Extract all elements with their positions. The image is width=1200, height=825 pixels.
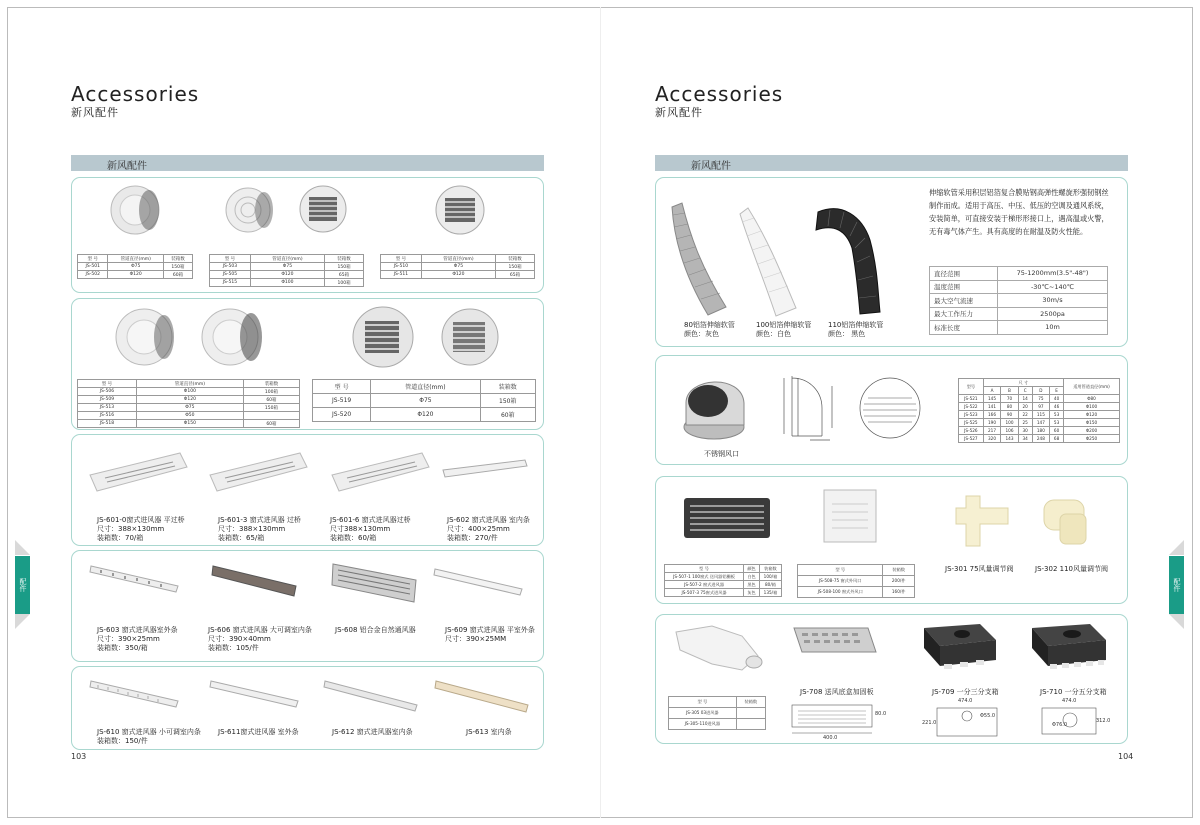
caption-stainless-vent: 不锈钢风口: [704, 450, 739, 458]
table-cell: A: [983, 387, 1000, 395]
left-side-tab: 配件: [15, 556, 30, 614]
table-cell: JS-519: [313, 394, 371, 408]
table-cell: B: [1001, 387, 1018, 395]
table-cell: 150箱: [243, 404, 299, 412]
table-cell: JS-510: [381, 263, 422, 271]
product-hose-black-image: [812, 200, 892, 320]
table-cell: Φ150: [1064, 419, 1120, 427]
table-cell: 黑色: [744, 581, 760, 589]
js709-width-dim: 474.0: [958, 698, 973, 704]
spec-table-519: [312, 379, 536, 422]
table-cell: 60箱: [243, 420, 299, 428]
table-cell: 适用管道直径(mm): [1064, 379, 1120, 395]
product-js508-image: [820, 486, 880, 546]
table-cell: 150箱: [163, 263, 192, 271]
table-cell: 100/箱: [759, 573, 781, 581]
caption-js601-6: [330, 516, 411, 543]
caption-line: 装箱数：350/箱: [97, 644, 148, 652]
table-cell: 管道直径(mm): [371, 380, 480, 394]
table-cell: 型 号: [313, 380, 371, 394]
table-cell: 115: [1032, 411, 1049, 419]
table-cell: Φ250: [1064, 435, 1120, 443]
table-cell: 灰色: [744, 589, 760, 597]
product-diffuser-510-image: [430, 183, 490, 238]
table-cell: JS-507-1 100窗式 送风器铝栅板: [665, 573, 744, 581]
table-cell: Φ120: [108, 271, 163, 279]
js710-collar-dim: Φ76.0: [1052, 722, 1068, 728]
table-cell: JS-513: [78, 404, 137, 412]
spec-table-510: [380, 254, 535, 279]
table-cell: 温度范围: [930, 280, 998, 294]
caption-line: 尺寸：388×130mm: [97, 525, 165, 533]
js709-height-dim: 221.0: [922, 720, 937, 726]
product-js709-image: [920, 620, 1000, 675]
js710-height-dim: 312.0: [1096, 718, 1111, 724]
right-band-label: 新风配件: [691, 161, 731, 172]
caption-line: 尺寸388×130mm: [330, 525, 391, 533]
table-cell: 30m/s: [998, 294, 1108, 308]
stainless-vent-drawing: [780, 372, 935, 450]
table-cell: 装箱数: [759, 565, 781, 573]
table-cell: Φ120: [136, 396, 243, 404]
table-cell: Φ75: [421, 263, 495, 271]
table-cell: 150箱: [480, 394, 535, 408]
caption-line: 110铝箔伸缩软管: [828, 321, 884, 329]
left-band-label: 新风配件: [107, 161, 147, 172]
table-cell: 装箱数: [480, 380, 535, 394]
table-cell: 320: [983, 435, 1000, 443]
table-cell: JS-518: [78, 420, 137, 428]
spec-table-js508: [797, 564, 915, 598]
caption-line: 尺寸：390×25mm: [97, 635, 160, 643]
table-cell: 90: [1001, 411, 1018, 419]
table-cell: Φ200: [1064, 427, 1120, 435]
right-page-title: Accessories: [655, 82, 784, 106]
caption-line: JS-608 铝合金自然通风器: [335, 626, 416, 634]
left-side-tab-bottom: [15, 614, 30, 629]
table-cell: 白色: [744, 573, 760, 581]
table-cell: Φ50: [136, 412, 243, 420]
table-cell: 30: [1018, 427, 1032, 435]
product-js708-image: [790, 622, 880, 670]
table-cell: 14: [1018, 395, 1032, 403]
table-cell: 97: [1032, 403, 1049, 411]
caption-js613: [466, 728, 512, 737]
table-cell: 135/箱: [759, 589, 781, 597]
table-cell: 装箱数: [163, 255, 192, 263]
caption-line: JS-611窗式进风器 室外条: [218, 728, 299, 736]
caption-line: 100铝箔伸缩软管: [756, 321, 812, 329]
table-cell: 标准长度: [930, 321, 998, 335]
product-js606-image: [210, 562, 300, 602]
table-cell: 25: [1018, 419, 1032, 427]
caption-js601-3: [218, 516, 301, 543]
spread-gutter: [600, 7, 601, 818]
table-cell: 200/件: [883, 576, 915, 587]
product-diffuser-520-image: [437, 305, 507, 370]
caption-js608: [335, 626, 416, 635]
table-cell: Φ100: [136, 388, 243, 396]
caption-line: 装箱数：270/件: [447, 534, 498, 542]
table-cell: 75: [1032, 395, 1049, 403]
table-cell: 217: [983, 427, 1000, 435]
caption-line: 装箱数：150/件: [97, 737, 148, 745]
stainless-vent-table: [958, 378, 1120, 443]
product-js507-image: [680, 492, 775, 544]
product-js610-image: [88, 675, 183, 710]
table-cell: 80/箱: [759, 581, 781, 589]
caption-js601-0: [97, 516, 185, 543]
product-js603-image: [88, 560, 183, 595]
table-cell: [243, 412, 299, 420]
spec-table-501: [77, 254, 193, 279]
table-cell: 145: [983, 395, 1000, 403]
table-cell: 型 号: [78, 380, 137, 388]
spec-table-503: [209, 254, 364, 287]
table-cell: 80: [1001, 403, 1018, 411]
left-section-band: [71, 155, 544, 171]
table-cell: 装箱数: [325, 255, 364, 263]
table-cell: JS-511: [381, 271, 422, 279]
table-cell: Φ120: [1064, 411, 1120, 419]
caption-js709: JS-709 一分三分支箱: [932, 688, 999, 696]
caption-line: JS-603 窗式进风器室外条: [97, 626, 178, 634]
table-cell: 型号: [959, 379, 984, 395]
product-hose-white-image: [738, 200, 813, 320]
product-diffuser-515-image: [295, 183, 355, 235]
product-diffuser-501-image: [105, 183, 165, 238]
table-cell: -30℃~140℃: [998, 280, 1108, 294]
table-cell: 70: [1001, 395, 1018, 403]
table-cell: JS-522: [959, 403, 984, 411]
table-cell: JS-508-75 窗式外风口: [798, 576, 883, 587]
right-page-subtitle: 新风配件: [655, 106, 703, 119]
js709-drawing: [935, 702, 1005, 740]
caption-js602: [447, 516, 530, 543]
table-cell: 180: [1032, 427, 1049, 435]
table-cell: JS-527: [959, 435, 984, 443]
table-cell: 60箱: [243, 396, 299, 404]
table-cell: JS-515: [210, 279, 251, 287]
product-js608-image: [330, 560, 420, 610]
right-side-tab-bottom: [1169, 614, 1184, 629]
table-cell: 10m: [998, 321, 1108, 335]
table-cell: 60箱: [480, 408, 535, 422]
caption-line: JS-610 窗式进风器 小可调室内条: [97, 728, 201, 736]
left-page-subtitle: 新风配件: [71, 106, 119, 119]
product-stainless-vent-image: [678, 365, 750, 447]
caption-line: JS-601-6 窗式进风器过桥: [330, 516, 411, 524]
table-cell: 106: [1001, 427, 1018, 435]
product-js609-image: [432, 565, 527, 597]
product-js305-image: [672, 622, 767, 677]
caption-line: 尺寸：400×25mm: [447, 525, 510, 533]
table-cell: 34: [1018, 435, 1032, 443]
table-cell: 装箱数: [496, 255, 535, 263]
caption-line: 装箱数：60/箱: [330, 534, 377, 542]
table-cell: 装箱数: [883, 565, 915, 576]
right-side-tab-top: [1169, 540, 1184, 555]
left-side-tab-top: [15, 540, 30, 555]
caption-line: JS-602 窗式进风器 室内条: [447, 516, 530, 524]
product-diffuser-519-image: [350, 303, 420, 373]
js708-height-dim: 80.0: [875, 711, 887, 717]
table-cell: JS-521: [959, 395, 984, 403]
table-cell: Φ75: [250, 263, 324, 271]
product-js601-6-image: [327, 445, 432, 497]
table-cell: 100箱: [243, 388, 299, 396]
table-cell: E: [1050, 387, 1064, 395]
table-cell: Φ100: [1064, 403, 1120, 411]
table-cell: Φ100: [250, 279, 324, 287]
left-page-number: 103: [71, 752, 87, 761]
table-cell: 166: [983, 411, 1000, 419]
caption-line: 尺寸：390×25MM: [445, 635, 507, 643]
table-cell: Φ75: [108, 263, 163, 271]
table-cell: JS-523: [959, 411, 984, 419]
caption-js612: [332, 728, 413, 737]
table-cell: 型 号: [78, 255, 108, 263]
product-js302-image: [1040, 488, 1106, 550]
table-cell: [736, 719, 765, 730]
table-cell: JS-520: [313, 408, 371, 422]
caption-line: 尺寸：390×40mm: [208, 635, 271, 643]
table-cell: 46: [1050, 403, 1064, 411]
table-cell: 68: [1050, 435, 1064, 443]
table-cell: 管道直径(mm): [421, 255, 495, 263]
product-js612-image: [322, 675, 422, 715]
hose-description: 伸缩软管采用积层铝箔复合膜贴钢高弹性螺旋形强韧钢丝制作而成。适用于高压、中压、低压的空调及通风系统，安装简单，可直接安装于梯形形接口上，遇高温或火警，无有毒气体产生。具有高度的在耐温及防火性能。: [929, 188, 1109, 236]
caption-js710: JS-710 一分五分支箱: [1040, 688, 1107, 696]
table-cell: 管道直径(mm): [250, 255, 324, 263]
caption-js603: [97, 626, 178, 653]
table-cell: JS-503: [210, 263, 251, 271]
table-cell: JS-525: [959, 419, 984, 427]
caption-hose-black: [828, 321, 883, 339]
table-cell: 22: [1018, 411, 1032, 419]
table-cell: 141: [983, 403, 1000, 411]
caption-line: JS-613 室内条: [466, 728, 512, 736]
table-cell: 60: [1050, 427, 1064, 435]
table-cell: Φ80: [1064, 395, 1120, 403]
table-cell: 248: [1032, 435, 1049, 443]
table-cell: JS-508-100 窗式外风口: [798, 587, 883, 598]
table-cell: JS-507-2 窗式进风器: [665, 581, 744, 589]
table-cell: 40: [1050, 395, 1064, 403]
js709-collar-dim: Φ55.0: [980, 713, 996, 719]
product-js601-3-image: [205, 445, 310, 497]
table-cell: 型 号: [381, 255, 422, 263]
product-diffuser-503-image: [220, 185, 280, 235]
table-cell: JS-502: [78, 271, 108, 279]
js708-drawing: [790, 703, 880, 737]
table-cell: JS-507-3 75窗式进风器: [665, 589, 744, 597]
table-cell: 管道直径(mm): [136, 380, 243, 388]
table-cell: Φ120: [371, 408, 480, 422]
hose-spec-table: [929, 266, 1108, 335]
caption-js606: [208, 626, 312, 653]
table-cell: JS-305 03进风器: [669, 708, 737, 719]
caption-js301: JS-301 75风量调节阀: [945, 565, 1014, 573]
table-cell: Φ75: [136, 404, 243, 412]
caption-line: 装箱数：65/箱: [218, 534, 265, 542]
caption-line: 颜色：白色: [756, 330, 791, 338]
table-cell: 2500pa: [998, 307, 1108, 321]
caption-js708: JS-708 送风底盒加固板: [800, 688, 874, 696]
caption-line: JS-601-3 窗式进风器 过桥: [218, 516, 301, 524]
table-cell: 53: [1050, 411, 1064, 419]
table-cell: JS-509: [78, 396, 137, 404]
caption-js609: [445, 626, 535, 644]
caption-line: JS-609 窗式进风器 平室外条: [445, 626, 535, 634]
caption-hose-grey: [684, 321, 735, 339]
caption-line: 装箱数：105/件: [208, 644, 259, 652]
caption-line: JS-606 窗式进风器 大可调室内条: [208, 626, 312, 634]
product-hose-grey-image: [670, 195, 740, 320]
caption-line: 80铝箔伸缩软管: [684, 321, 735, 329]
spec-table-js507: [664, 564, 782, 597]
table-cell: 管道直径(mm): [108, 255, 163, 263]
table-cell: 150箱: [496, 263, 535, 271]
table-cell: 53: [1050, 419, 1064, 427]
table-cell: 20: [1018, 403, 1032, 411]
right-side-tab: 配件: [1169, 556, 1184, 614]
table-cell: 型 号: [669, 697, 737, 708]
table-cell: 100: [1001, 419, 1018, 427]
caption-line: JS-612 窗式进风器室内条: [332, 728, 413, 736]
caption-line: JS-601-0窗式进风器 平过桥: [97, 516, 185, 524]
spec-table-js305: [668, 696, 766, 730]
table-cell: JS-501: [78, 263, 108, 271]
table-cell: 65箱: [325, 271, 364, 279]
table-cell: 装箱数: [243, 380, 299, 388]
left-page-title: Accessories: [71, 82, 200, 106]
table-cell: D: [1032, 387, 1049, 395]
table-cell: 150箱: [325, 263, 364, 271]
product-js602-image: [440, 458, 530, 488]
product-js601-0-image: [85, 445, 190, 497]
table-cell: JS-505: [210, 271, 251, 279]
table-cell: Φ75: [371, 394, 480, 408]
table-cell: Φ150: [136, 420, 243, 428]
spec-table-506: [77, 379, 300, 428]
js710-width-dim: 474.0: [1062, 698, 1077, 704]
table-cell: 190: [983, 419, 1000, 427]
caption-line: 装箱数：70/箱: [97, 534, 144, 542]
table-cell: C: [1018, 387, 1032, 395]
table-cell: 147: [1032, 419, 1049, 427]
product-js613-image: [433, 675, 533, 715]
table-cell: 型 号: [798, 565, 883, 576]
table-cell: JS-526: [959, 427, 984, 435]
caption-js302: JS-302 110风量调节阀: [1035, 565, 1108, 573]
table-cell: Φ120: [250, 271, 324, 279]
product-diffuser-509-image: [198, 305, 268, 370]
table-cell: 最大工作压力: [930, 307, 998, 321]
table-cell: 尺 寸: [983, 379, 1063, 387]
table-cell: JS-506: [78, 388, 137, 396]
caption-line: 尺寸：388×130mm: [218, 525, 286, 533]
table-cell: JS-305-110进风器: [669, 719, 737, 730]
table-cell: 直径范围: [930, 267, 998, 281]
table-cell: JS-516: [78, 412, 137, 420]
table-cell: [736, 708, 765, 719]
table-cell: 型 号: [665, 565, 744, 573]
table-cell: 型 号: [210, 255, 251, 263]
caption-line: 颜色：灰色: [684, 330, 719, 338]
js708-width-dim: 400.0: [823, 735, 838, 741]
product-diffuser-506-image: [112, 305, 182, 370]
table-cell: 装箱数: [736, 697, 765, 708]
product-js611-image: [208, 675, 303, 710]
table-cell: 143: [1001, 435, 1018, 443]
product-js301-image: [950, 492, 1016, 552]
table-cell: 最大空气流速: [930, 294, 998, 308]
table-cell: 160/件: [883, 587, 915, 598]
table-cell: 75-1200mm(3.5"-48"): [998, 267, 1108, 281]
table-cell: 60箱: [163, 271, 192, 279]
table-cell: 颜色: [744, 565, 760, 573]
table-cell: Φ120: [421, 271, 495, 279]
caption-js611: [218, 728, 299, 737]
caption-js610: [97, 728, 201, 746]
table-cell: 100箱: [325, 279, 364, 287]
caption-hose-white: [756, 321, 811, 339]
product-js710-image: [1028, 620, 1110, 675]
right-section-band: [655, 155, 1128, 171]
right-page-number: 104: [1118, 752, 1134, 761]
caption-line: 颜色： 黑色: [828, 330, 866, 338]
table-cell: 65箱: [496, 271, 535, 279]
